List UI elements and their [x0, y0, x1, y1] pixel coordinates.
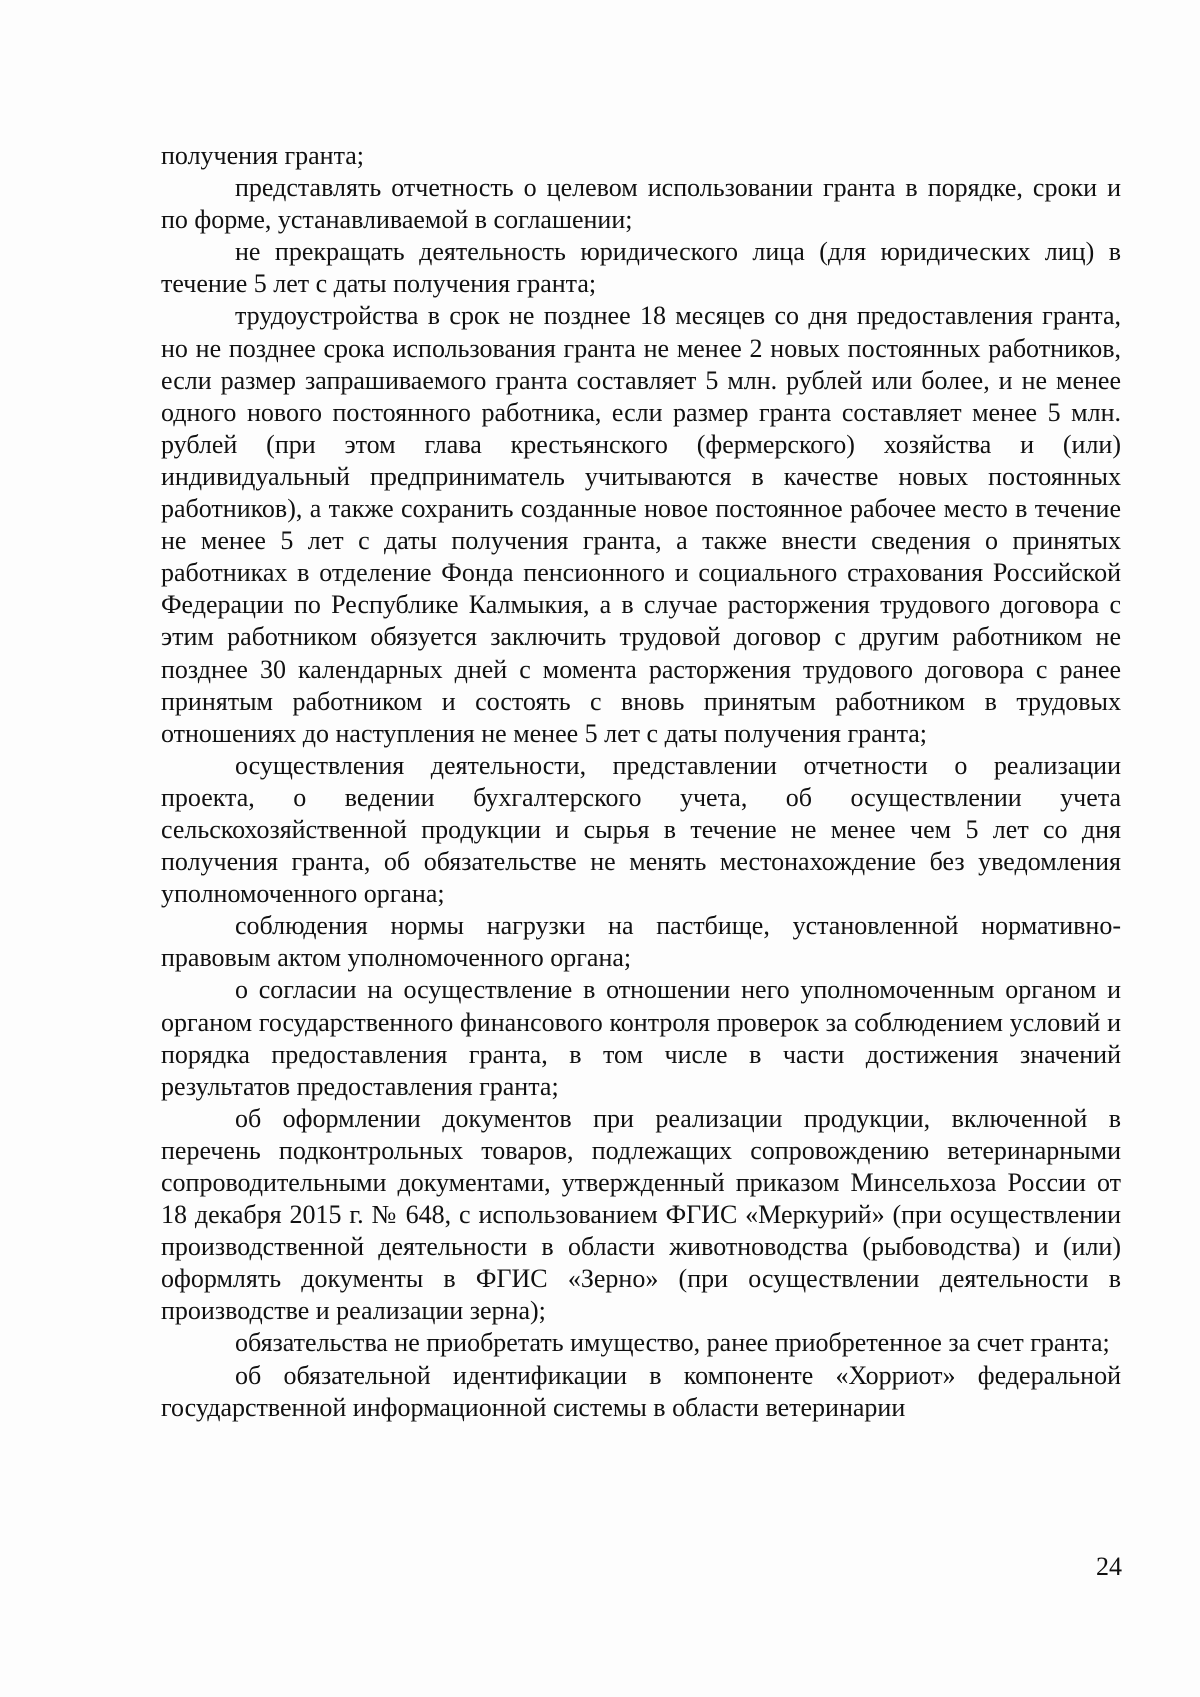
- paragraph-inspection-consent: о согласии на осуществление в отношении него уполномоченным органом и органом государственного финансового контроля проверок за соблюдением условий и порядка предоставления гранта, в том числе в части достижения значений результатов предоставления гранта;: [161, 975, 1121, 1101]
- document-body: [161, 140, 1121, 1424]
- paragraph-document-registration: об оформлении документов при реализации продукции, включенной в перечень подконтрольных товаров, подлежащих сопровождению ветеринарными сопроводительными документами, утвержденный приказом Минсельхоза России от 18 декабря 2015 г. № 648, с использованием ФГИС «Меркурий» (при осуществлении производственной деятельности в области животноводства (рыбоводства) и (или) оформлять документы в ФГИС «Зерно» (при осуществлении деятельности в производстве и реализации зерна);: [161, 1103, 1121, 1326]
- paragraph-property-acquisition: обязательства не приобретать имущество, ранее приобретенное за счет гранта;: [235, 1328, 1110, 1358]
- page-number: 24: [1096, 1552, 1122, 1581]
- paragraph-employment: трудоустройства в срок не позднее 18 месяцев со дня предоставления гранта, но не позднее срока использования гранта не менее 2 новых постоянных работников, если размер запрашиваемого гранта составляет 5 млн. рублей или более, и не менее одного нового постоянного работника, если размер гранта составляет менее 5 млн. рублей (при этом глава крестьянского (фермерского) хозяйства и (или) индивидуальный предприниматель учитываются в качестве новых постоянных работников), а также сохранить созданные новое постоянное рабочее место в течение не менее 5 лет с даты получения гранта, а также внести сведения о принятых работниках в отделение Фонда пенсионного и социального страхования Российской Федерации по Республике Калмыкия, а в случае расторжения трудового договора с этим работником обязуется заключить трудовой договор с другим работником не позднее 30 календарных дней с момента расторжения трудового договора с ранее принятым работником и состоять с вновь принятым работником в трудовых отношениях до наступления не менее 5 лет с даты получения гранта;: [161, 301, 1121, 748]
- paragraph-pasture-load: соблюдения нормы нагрузки на пастбище, установленной нормативно-правовым актом уполномоченного органа;: [161, 911, 1121, 973]
- paragraph-reporting: представлять отчетность о целевом использовании гранта в порядке, сроки и по форме, устанавливаемой в соглашении;: [161, 173, 1121, 235]
- paragraph-identification: об обязательной идентификации в компоненте «Хорриот» федеральной государственной информационной системы в области ветеринарии: [161, 1360, 1121, 1422]
- paragraph-grant-receipt-continuation: получения гранта;: [161, 141, 365, 170]
- paragraph-activity-reporting: осуществления деятельности, представлении отчетности о реализации проекта, о ведении бухгалтерского учета, об осуществлении учета сельскохозяйственной продукции и сырья в течение не менее чем 5 лет со дня получения гранта, об обязательстве не менять местонахождение без уведомления уполномоченного органа;: [161, 750, 1121, 909]
- paragraph-no-termination: не прекращать деятельность юридического лица (для юридических лиц) в течение 5 лет с даты получения гранта;: [161, 237, 1121, 299]
